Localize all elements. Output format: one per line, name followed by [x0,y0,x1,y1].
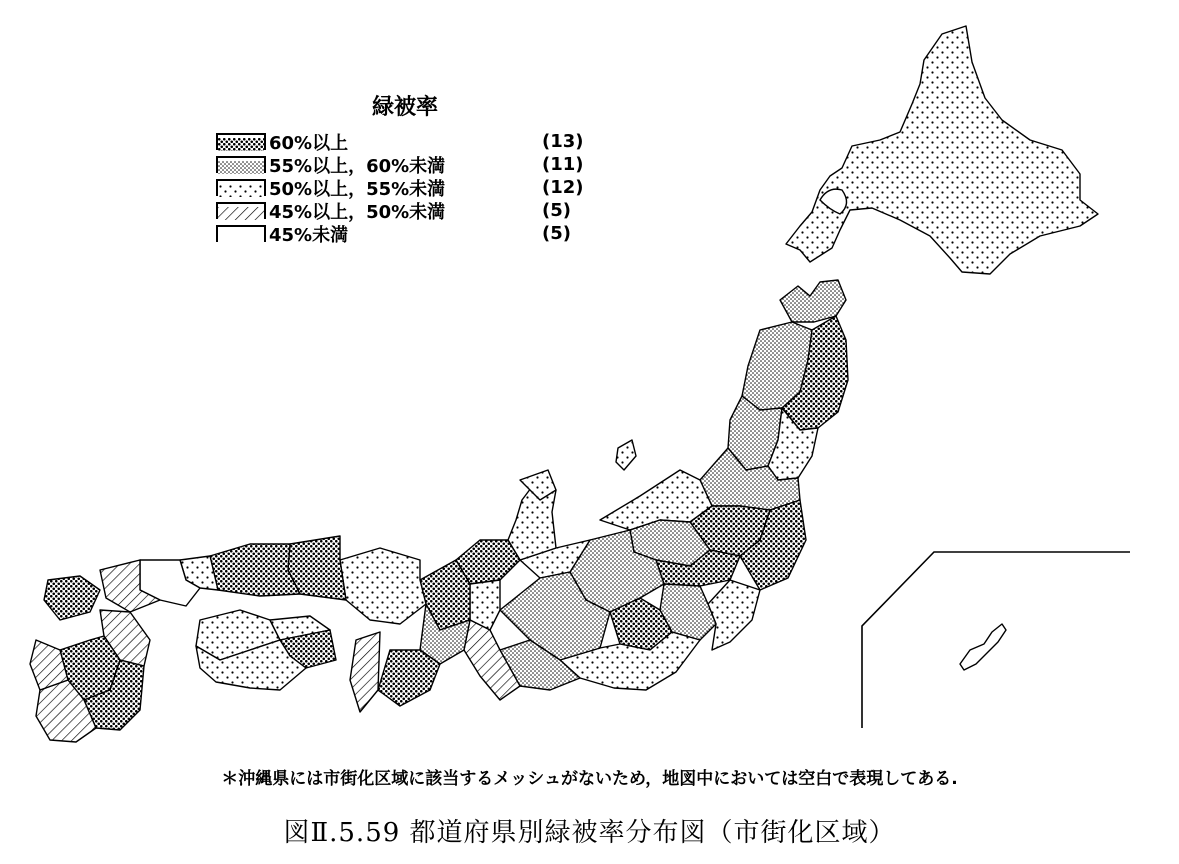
island-sado [616,440,636,470]
legend-title: 緑被率 [372,95,439,120]
figure-caption: 図Ⅱ.5.59 都道府県別緑被率分布図（市街化区域） [283,818,896,848]
region-awaji-hatch [350,632,380,712]
legend-swatch [216,156,266,173]
legend-count: (13) [542,131,584,152]
legend-label: 55%以上，60%未満 [269,155,446,177]
region-okayama [210,544,300,596]
legend-count: (5) [542,200,571,221]
legend-count: (11) [542,154,584,175]
legend [216,130,584,245]
region-nagasaki [30,640,68,690]
legend-swatch [216,202,266,219]
legend-label: 50%以上，55%未満 [269,178,446,200]
region-hyogo [340,548,426,624]
region-fukuoka-saga [44,576,100,620]
legend-label: 45%以上，50%未満 [269,201,446,223]
region-hokkaido [786,26,1098,274]
legend-count: (5) [542,223,571,244]
legend-item [216,199,584,222]
legend-label: 60%以上 [269,132,349,154]
legend-swatch [216,179,266,196]
legend-label: 45%未満 [269,224,349,246]
legend-item [216,176,584,199]
region-wakayama [378,650,440,706]
legend-swatch [216,133,266,150]
region-okinawa [960,624,1006,670]
legend-swatch [216,225,266,242]
footnote: ＊沖縄県には市街化区域に該当するメッシュがないため，地図中においては空白で表現してある. [221,769,958,789]
legend-count: (12) [542,177,584,198]
legend-item [216,222,584,245]
legend-item [216,130,584,153]
region-chiba [708,580,760,650]
legend-item [216,153,584,176]
